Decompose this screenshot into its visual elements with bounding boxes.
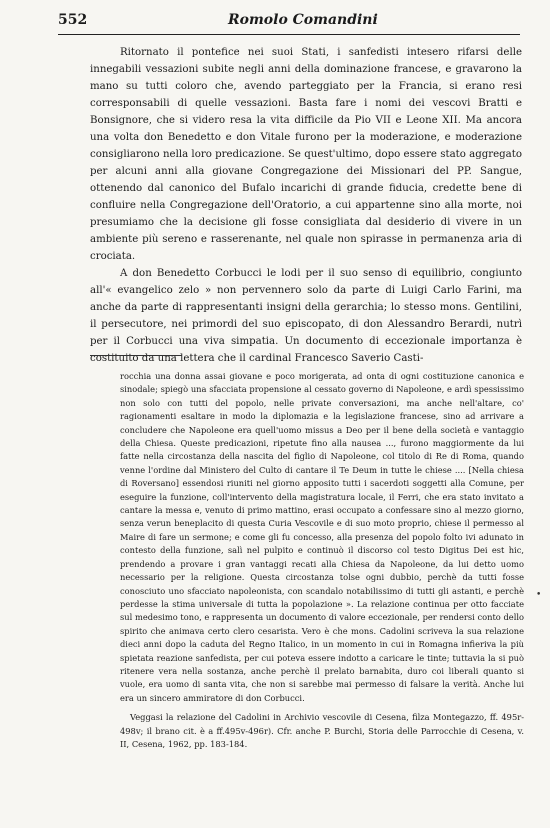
- footnotes: [120, 370, 524, 751]
- page-number: 552: [58, 12, 88, 28]
- margin-mark: •: [536, 590, 542, 600]
- footnote-continued: rocchia una donna assai giovane e poco morigerata, ad onta di ogni costituzione canonica e sinodale; spiegò una sfacciata propensione al cessato governo di Napoleone, e ardì spessissimo non solo con tutti del popolo, nelle private conversazioni, ma anche nell'altare, co' ragionamenti esaltare in modo la diplomazia e la legislazione francese, sino ad arrivare a concludere che Napoleone era quell'uomo missus a Deo per il bene della società e vantaggio della Chiesa. Queste predicazioni, ripetute fino alla nausea ..., furono maggiormente da lui fatte nella circostanza della nascita del figlio di Napoleone, col titolo di Re di Roma, quando venne l'ordine dal Ministero del Culto di cantare il Te Deum in tutte le chiese .... [Nella chiesa di Roversano] essendosi riuniti nel giorno apposito tutti i sacerdoti soggetti alla Comune, per eseguire la funzione, coll'intervento della magistratura locale, il Ferri, che era stato invitato a cantare la messa e, venuto di primo mattino, erasi occupato a confessare sino al mezzo giorno, senza verun beneplacito di questa Curia Vescovile e di suo moto proprio, chiese il permesso al Maire di fare un sermone; e come gli fu concesso, alla presenza del popolo folto ivi adunato in contesto della funzione, salì nel pulpito e continuò il discorso col testo Digitus Dei est hic, prendendo a provare i gran vantaggi recati alla Chiesa da Napoleone, da lui detto uomo necessario per la religione. Questa circostanza tolse ogni dubbio, perchè da tutti fosse conosciuto uno sfacciato napoleonista, con scandalo notabilissimo di tutti gli astanti, e perchè perdesse la stima universale di tutta la popolazione ». La relazione continua per otto facciate sul medesimo tono, e rappresenta un documento di valore eccezionale, per rendersi conto dello spirito che animava certo clero cesarista. Vero è che mons. Cadolini scriveva la sua relazione dieci anni dopo la caduta del Regno Italico, in un momento in cui in Romagna infieriva la più spietata reazione sanfedista, per cui poteva essere indotto a caricare le tinte; tuttavia la si può ritenere vera nella sostanza, anche perchè il prelato barnabita, duro coi liberali quanto si vuole, era uomo di santa vita, che non si sarebbe mai permesso di falsare la verità. Anche lui era un sincero ammiratore di don Corbucci.: [120, 371, 524, 703]
- page-header: [58, 12, 520, 35]
- footnote: Veggasi la relazione del Cadolini in Archivio vescovile di Cesena, filza Montegazzo, ff. 495r-498v; il brano cit. è a ff.495v-496r). Cfr. anche P. Burchi, Storia delle Parrocchie di Cesena, v. II, Cesena, 1962, pp. 183-184.: [120, 712, 524, 749]
- paragraph: Ritornato il pontefice nei suoi Stati, i sanfedisti intesero rifarsi delle innegabili vessazioni subite negli anni della dominazione francese, e gravarono la mano su tutti coloro che, avendo parteggiato per la Francia, si erano resi corresponsabili di quelle vessazioni. Basta fare i nomi dei vescovi Bratti e Bonsignore, che si videro resa la vita difficile da Pio VII e Leone XII. Ma ancora una volta don Benedetto e don Vitale furono per la moderazione, e moderazione consigliarono nella loro predicazione. Se quest'ultimo, dopo essere stato aggregato per alcuni anni alla giovane Congregazione dei Missionari del PP. Sangue, ottenendo dal canonico del Bufalo incarichi di grande fiducia, credette bene di confluire nella Congregazione dell'Oratorio, a cui appartenne sino alla morte, noi presumiamo che la decisione gli fosse consigliata dal desiderio di vivere in un ambiente più sereno e rasserenante, nel quale non spirasse in permanenza aria di crociata.: [90, 47, 522, 262]
- main-text: [90, 44, 522, 367]
- paragraph: A don Benedetto Corbucci le lodi per il suo senso di equilibrio, congiunto all'« evangelico zelo » non pervennero solo da parte di Luigi Carlo Farini, ma anche da parte di rappresentanti insigni della gerarchia; lo stesso mons. Gentilini, il persecutore, nei primordi del suo episcopato, di don Alessandro Berardi, nutrì per il Corbucci una viva simpatia. Un documento di eccezionale importanza è costituito da una lettera che il cardinal Francesco Saverio Casti-: [90, 268, 522, 364]
- running-title: Romolo Comandini: [228, 12, 378, 28]
- footnote-separator: [90, 355, 182, 356]
